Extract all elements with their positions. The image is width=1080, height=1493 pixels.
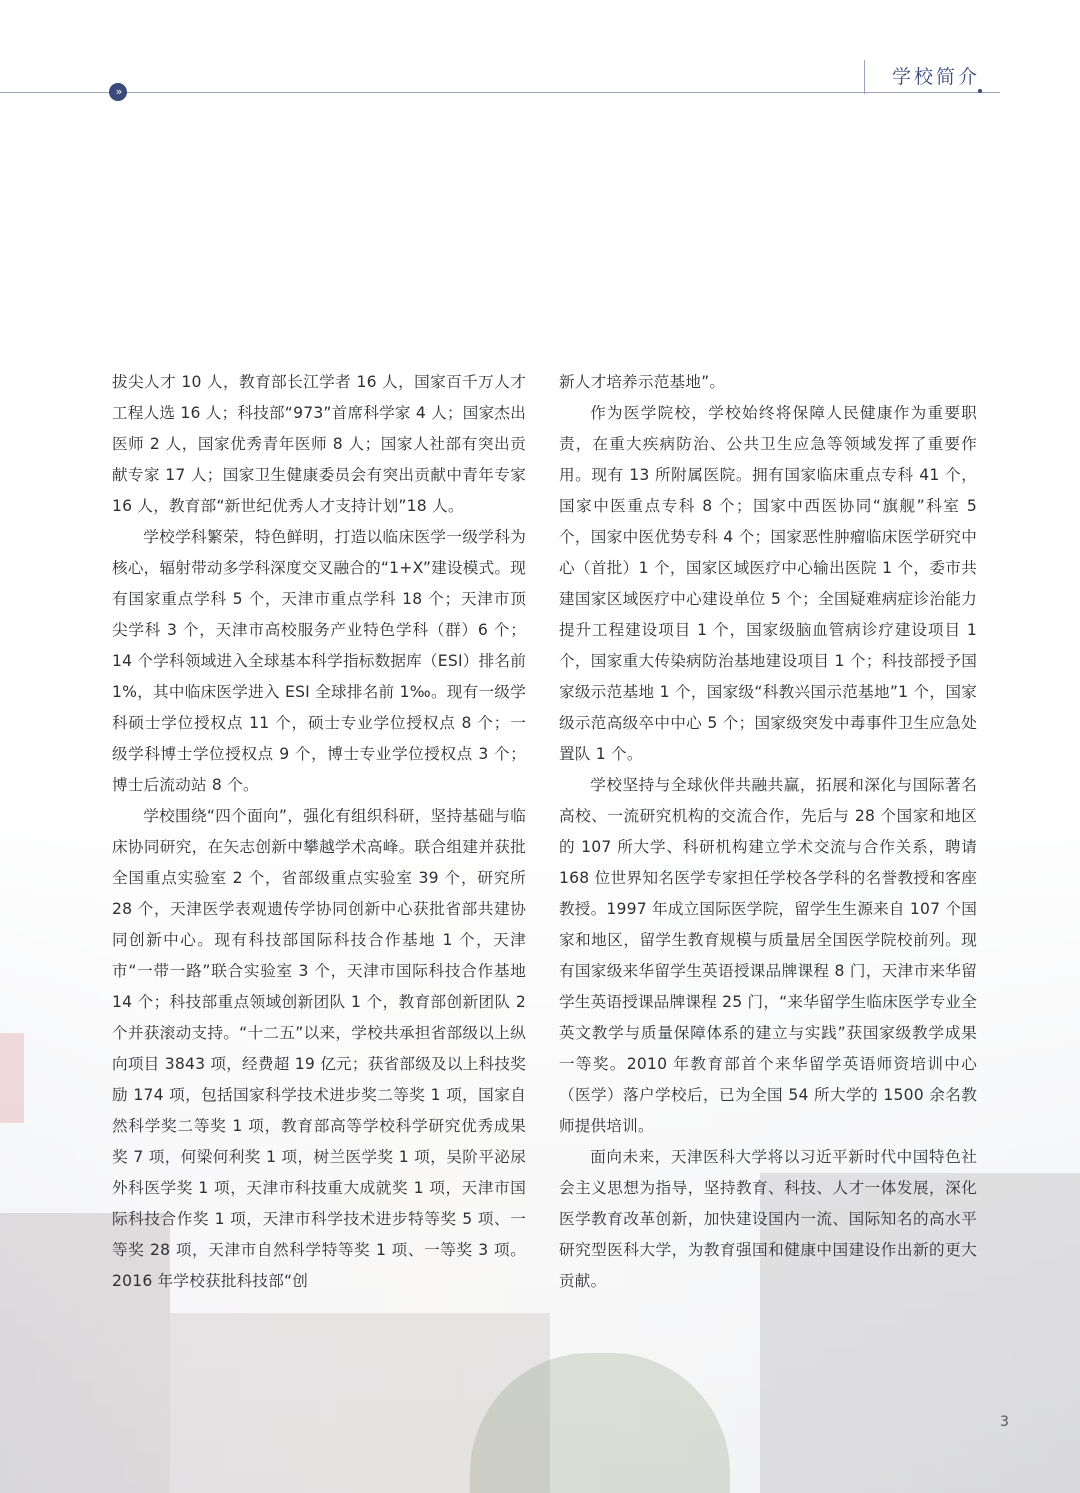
right-column: [559, 367, 977, 1297]
paragraph: 面向未来，天津医科大学将以习近平新时代中国特色社会主义思想为指导，坚持教育、科技、人才一体发展，深化医学教育改革创新，加快建设国内一流、国际知名的高水平研究型医科大学，为教育强国和健康中国建设作出新的更大贡献。: [559, 1148, 977, 1290]
page-number: 3: [1000, 1414, 1009, 1430]
paragraph: 学校坚持与全球伙伴共融共赢，拓展和深化与国际著名高校、一流研究机构的交流合作，先后与 28 个国家和地区的 107 所大学、科研机构建立学术交流与合作关系，聘请 168 位世界知名医学专家担任学校各学科的名誉教授和客座教授。1997 年成立国际医学院，留学生生源来自 107 个国家和地区，留学生教育规模与质量居全国医学院校前列。现有国家级来华留学生英语授课品牌课程 8 门，天津市来华留学生英语授课品牌课程 25 门，“来华留学生临床医学专业全英文教学与质量保障体系的建立与实践”获国家级教学成果一等奖。2010 年教育部首个来华留学英语师资培训中心（医学）落户学校后，已为全国 54 所大学的 1500 余名教师提供培训。: [559, 776, 977, 1135]
left-column: [112, 367, 526, 1297]
paragraph: 学校学科繁荣，特色鲜明，打造以临床医学一级学科为核心，辐射带动多学科深度交叉融合的“1+X”建设模式。现有国家重点学科 5 个，天津市重点学科 18 个；天津市顶尖学科 3 个，天津市高校服务产业特色学科（群）6 个；14 个学科领域进入全球基本科学指标数据库（ESI）排名前 1%，其中临床医学进入 ESI 全球排名前 1‰。现有一级学科硕士学位授权点 11 个，硕士专业学位授权点 8 个；一级学科博士学位授权点 9 个，博士专业学位授权点 3 个；博士后流动站 8 个。: [112, 528, 526, 794]
double-chevron-right-icon: ››: [109, 83, 127, 101]
header-dot: [978, 89, 982, 93]
header-rule: [0, 92, 1000, 93]
red-flag-mark: [0, 1033, 24, 1123]
header-divider: [864, 60, 865, 94]
paragraph: 作为医学院校，学校始终将保障人民健康作为重要职责，在重大疾病防治、公共卫生应急等领域发挥了重要作用。现有 13 所附属医院。拥有国家临床重点专科 41 个，国家中医重点专科 8 个；国家中西医协同“旗舰”科室 5 个，国家中医优势专科 4 个；国家恶性肿瘤临床医学研究中心（首批）1 个，国家区域医疗中心输出医院 1 个，委市共建国家区域医疗中心建设单位 5 个；全国疑难病症诊治能力提升工程建设项目 1 个，国家级脑血管病诊疗建设项目 1 个，国家重大传染病防治基地建设项目 1 个；科技部授予国家级示范基地 1 个，国家级“科教兴国示范基地”1 个，国家级示范高级卒中中心 5 个；国家级突发中毒事件卫生应急处置队 1 个。: [559, 404, 977, 763]
section-title: 学校简介: [892, 66, 981, 88]
paragraph: 新人才培养示范基地”。: [559, 373, 726, 391]
paragraph: 拔尖人才 10 人，教育部长江学者 16 人，国家百千万人才工程人选 16 人；科技部“973”首席科学家 4 人；国家杰出医师 2 人，国家优秀青年医师 8 人；国家人社部有突出贡献专家 17 人；国家卫生健康委员会有突出贡献中青年专家 16 人，教育部“新世纪优秀人才支持计划”18 人。: [112, 373, 526, 515]
paragraph: 学校围绕“四个面向”，强化有组织科研，坚持基础与临床协同研究，在矢志创新中攀越学术高峰。联合组建并获批全国重点实验室 2 个，省部级重点实验室 39 个，研究所 28 个，天津医学表观遗传学协同创新中心获批省部共建协同创新中心。现有科技部国际科技合作基地 1 个，天津市“一带一路”联合实验室 3 个，天津市国际科技合作基地 14 个；科技部重点领域创新团队 1 个，教育部创新团队 2 个并获滚动支持。“十二五”以来，学校共承担省部级以上纵向项目 3843 项，经费超 19 亿元；获省部级及以上科技奖励 174 项，包括国家科学技术进步奖二等奖 1 项，国家自然科学奖二等奖 1 项，教育部高等学校科学研究优秀成果奖 7 项，何梁何利奖 1 项，树兰医学奖 1 项，吴阶平泌尿外科医学奖 1 项，天津市科技重大成就奖 1 项，天津市国际科技合作奖 1 项，天津市科学技术进步特等奖 5 项、一等奖 28 项，天津市自然科学特等奖 1 项、一等奖 3 项。2016 年学校获批科技部“创: [112, 807, 526, 1290]
